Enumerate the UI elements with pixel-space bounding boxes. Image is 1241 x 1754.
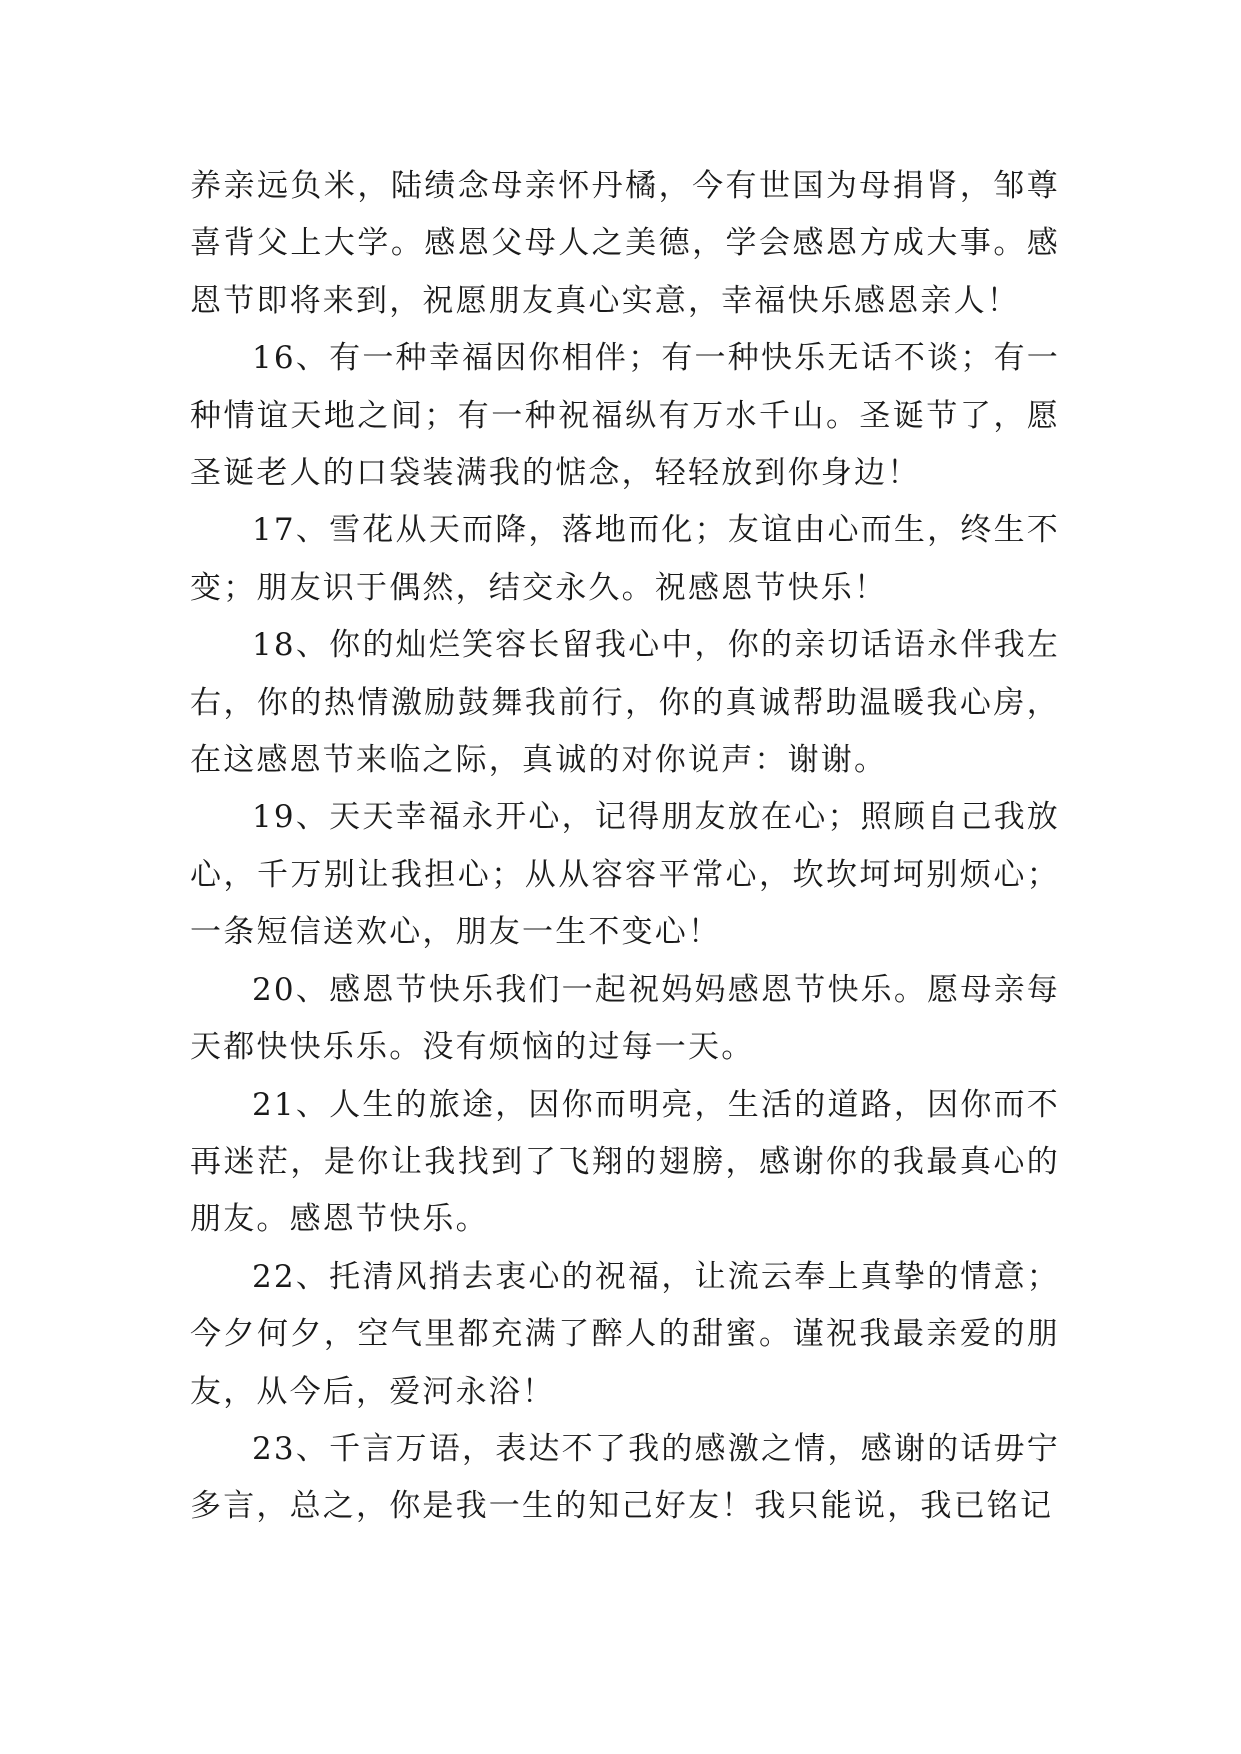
paragraph-22: 22、托清风捎去衷心的祝福，让流云奉上真挚的情意；今夕何夕，空气里都充满了醉人的甜蜜。谨祝我最亲爱的朋友，从今后，爱河永浴！ bbox=[190, 1258, 1060, 1410]
paragraph-19: 19、天天幸福永开心，记得朋友放在心；照顾自己我放心，千万别让我担心；从从容容平常心，坎坎坷坷别烦心；一条短信送欢心，朋友一生不变心！ bbox=[190, 799, 1060, 951]
paragraph-continued: 养亲远负米，陆绩念母亲怀丹橘，今有世国为母捐肾，邹尊喜背父上大学。感恩父母人之美德，学会感恩方成大事。感恩节即将来到，祝愿朋友真心实意，幸福快乐感恩亲人！ bbox=[190, 168, 1060, 319]
paragraph-16: 16、有一种幸福因你相伴；有一种快乐无话不谈；有一种情谊天地之间；有一种祝福纵有万水千山。圣诞节了，愿圣诞老人的口袋装满我的惦念，轻轻放到你身边！ bbox=[190, 340, 1060, 492]
paragraph-17: 17、雪花从天而降，落地而化；友谊由心而生，终生不变；朋友识于偶然，结交永久。祝感恩节快乐！ bbox=[190, 512, 1060, 606]
document-body bbox=[190, 158, 1060, 1536]
paragraph-20: 20、感恩节快乐我们一起祝妈妈感恩节快乐。愿母亲每天都快快乐乐。没有烦恼的过每一天。 bbox=[190, 971, 1060, 1066]
paragraph-23: 23、千言万语，表达不了我的感激之情，感谢的话毋宁多言，总之，你是我一生的知己好友！我只能说，我已铭记 bbox=[190, 1430, 1060, 1525]
paragraph-21: 21、人生的旅途，因你而明亮，生活的道路，因你而不再迷茫，是你让我找到了飞翔的翅膀，感谢你的我最真心的朋友。感恩节快乐。 bbox=[190, 1086, 1060, 1238]
paragraph-18: 18、你的灿烂笑容长留我心中，你的亲切话语永伴我左右，你的热情激励鼓舞我前行，你的真诚帮助温暖我心房，在这感恩节来临之际，真诚的对你说声：谢谢。 bbox=[190, 627, 1060, 779]
